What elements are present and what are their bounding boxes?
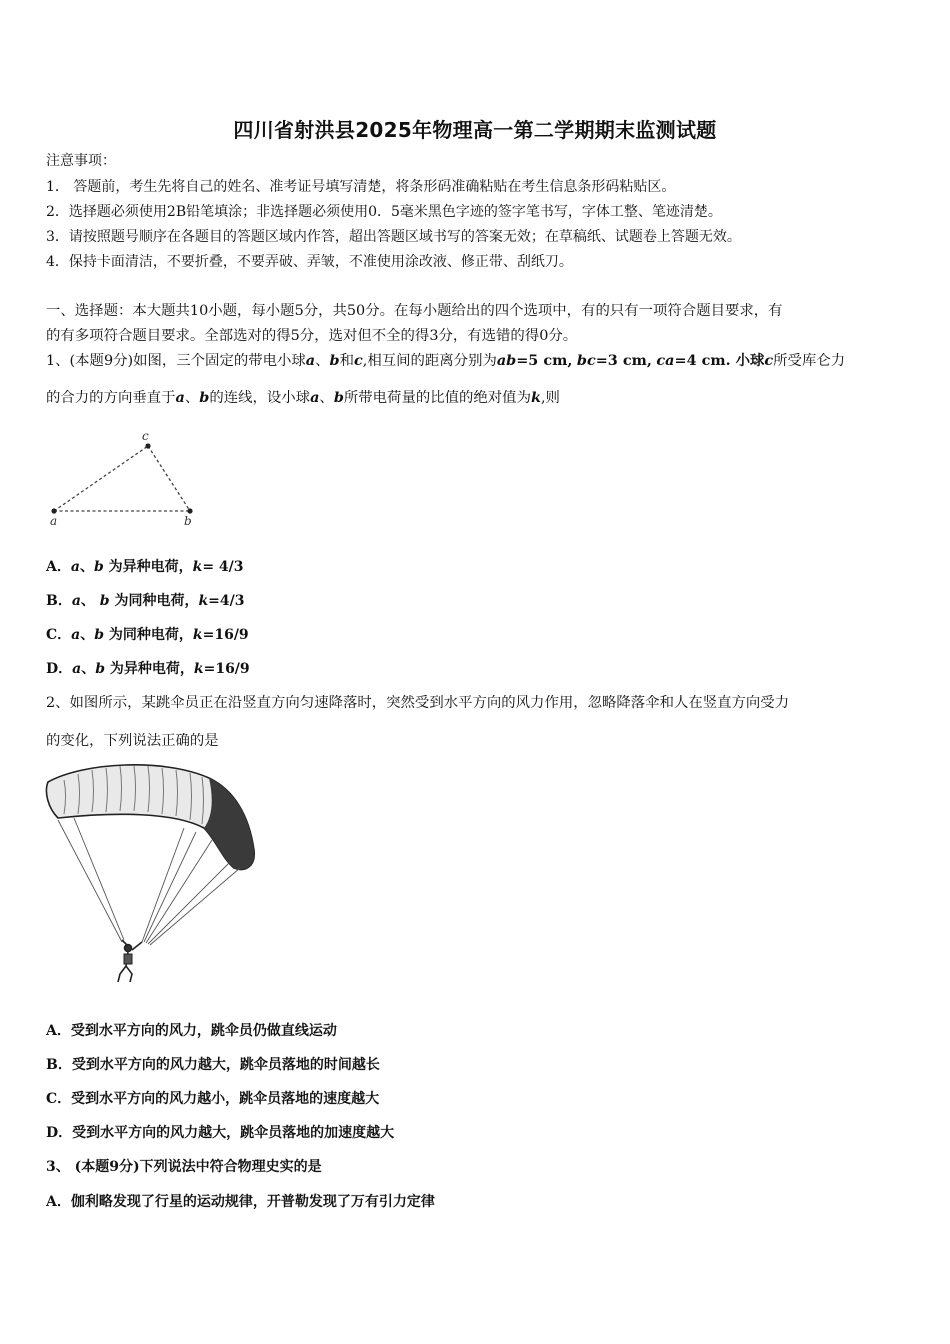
q1-option-c: C．a、b 为同种电荷，k=16/9 (46, 627, 249, 643)
notice-item-1: 1． 答题前，考生先将自己的姓名、准考证号填写清楚，将条形码准确粘贴在考生信息条形码粘贴区。 (46, 179, 676, 195)
label-c: c (142, 429, 149, 443)
label-b: b (184, 514, 192, 528)
q2-stem-line-2: 的变化，下列说法正确的是 (46, 733, 219, 749)
q1-stem-line-2: 的合力的方向垂直于a、b的连线，设小球a、b所带电荷量的比值的绝对值为k,则 (46, 389, 560, 406)
point-b (187, 508, 192, 513)
q2-parachute-figure (44, 760, 264, 990)
q1-stem-line-1: 1、(本题9分)如图，三个固定的带电小球a、b和c,相互间的距离分别为ab=5 cm, bc=3 cm, ca=4 cm. 小球c所受库仑力 (46, 352, 846, 369)
notice-heading: 注意事项： (46, 153, 116, 169)
section-intro-line-1: 一、选择题：本大题共10小题，每小题5分，共50分。在每小题给出的四个选项中，有的只有一项符合题目要求，有 (46, 303, 783, 319)
jumper (118, 940, 142, 982)
q1-option-b: B．a、 b 为同种电荷，k=4/3 (46, 593, 245, 609)
notice-item-2: 2．选择题必须使用2B铅笔填涂；非选择题必须使用0．5毫米黑色字迹的签字笔书写，字体工整、笔迹清楚。 (46, 204, 722, 220)
q2-stem-line-1: 2、如图所示，某跳伞员正在沿竖直方向匀速降落时，突然受到水平方向的风力作用，忽略降落伞和人在竖直方向受力 (46, 695, 790, 711)
point-c (145, 443, 150, 448)
q1-option-a: A．a、b 为异种电荷，k= 4/3 (46, 559, 244, 575)
q2-option-d: D．受到水平方向的风力越大，跳伞员落地的加速度越大 (46, 1125, 395, 1141)
segment-bc (148, 446, 190, 511)
page-title: 四川省射洪县2025年物理高一第二学期期末监测试题 (233, 118, 717, 142)
q1-option-d: D．a、b 为异种电荷，k=16/9 (46, 661, 250, 677)
q3-option-a: A．伽利略发现了行星的运动规律，开普勒发现了万有引力定律 (46, 1194, 435, 1210)
section-intro-line-2: 的有多项符合题目要求。全部选对的得5分，选对但不全的得3分，有选错的得0分。 (46, 328, 578, 344)
notice-item-4: 4．保持卡面清洁，不要折叠，不要弄破、弄皱，不准使用涂改液、修正带、刮纸刀。 (46, 254, 573, 270)
label-a: a (50, 514, 58, 528)
segment-ac (54, 446, 148, 511)
q2-option-b: B．受到水平方向的风力越大，跳伞员落地的时间越长 (46, 1057, 380, 1073)
notice-item-3: 3．请按照题号顺序在各题目的答题区域内作答，超出答题区域书写的答案无效；在草稿纸、试题卷上答题无效。 (46, 229, 741, 245)
q3-stem: 3、 (本题9分)下列说法中符合物理史实的是 (46, 1159, 322, 1175)
q2-option-a: A．受到水平方向的风力，跳伞员仍做直线运动 (46, 1023, 337, 1039)
q1-triangle-figure (44, 428, 204, 528)
point-a (51, 508, 56, 513)
q2-option-c: C．受到水平方向的风力越小，跳伞员落地的速度越大 (46, 1091, 380, 1107)
